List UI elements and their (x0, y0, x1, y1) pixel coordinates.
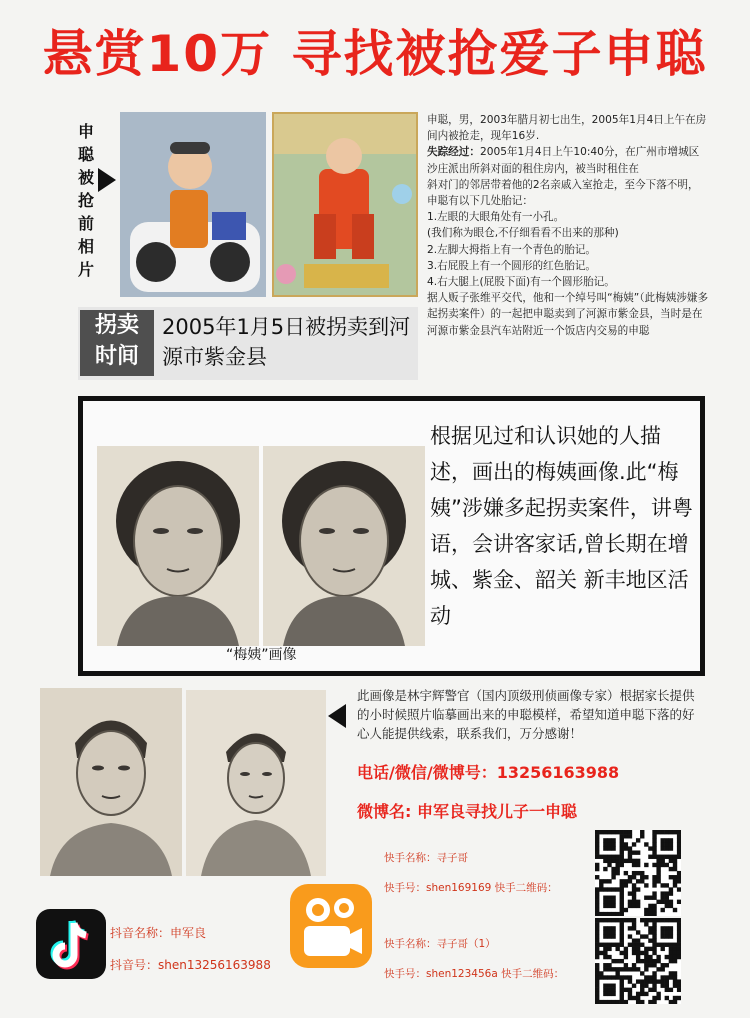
photo-label-char: 抢 (77, 191, 94, 210)
sale-time-label (80, 310, 154, 376)
photo-label (76, 120, 96, 281)
suspect-sketch-1 (97, 446, 259, 646)
kuaishou1-id: 快手号：shen169169 快手二维码： (384, 882, 558, 894)
poster-title: 悬赏10万 寻找被抢爱子申聪 (42, 25, 708, 83)
birthmark-4: 4.右大腿上(屁股下面)有一个圆形胎记。 (427, 276, 615, 289)
case-info (427, 112, 709, 339)
douyin-id: 抖音号：shen13256163988 (110, 958, 271, 972)
trafficker-statement: 据人贩子张维平交代，他和一个绰号叫“梅姨”（此梅姨涉嫌多起拐卖案件）的一起把申聪卖到了河源市紫金县，当时是在河源市紫金县汽车站附近一个饭店内交易的申聪 (427, 292, 709, 337)
childhood-photo-1 (120, 112, 266, 297)
kuaishou2-id: 快手号：shen123456a 快手二维码： (384, 968, 565, 980)
photo-label-char: 申 (77, 122, 94, 141)
arrow-left-icon (328, 704, 346, 728)
kuaishou-logo-icon (290, 884, 372, 968)
sketch-description: 根据见过和认识她的人描述，画出的梅姨画像.此“梅姨”涉嫌多起拐卖案件，讲粤语，会讲客家话,曾长期在增城、紫金、韶关 新丰地区活动 (430, 424, 693, 628)
loss-label: 失踪经过： (427, 146, 480, 159)
loss-paragraph (427, 144, 709, 176)
aged-sketch-1 (40, 688, 182, 876)
sale-time-text: 2005年1月5日被拐卖到河源市紫金县 (162, 315, 411, 369)
sale-label-line1: 拐卖 (94, 313, 139, 338)
loss-continued: 斜对门的邻居带着他的2名亲戚入室抢走，至今下落不明，申聪有以下几处胎记： (427, 178, 699, 208)
douyin-name: 抖音名称：申军良 (110, 926, 207, 940)
photo-label-char: 片 (77, 260, 94, 279)
sale-label-line2: 时间 (94, 344, 139, 369)
birthmark-2: 2.左脚大拇指上有一个青色的胎记。 (427, 243, 597, 256)
weibo-line: 微博名: 申军良寻找儿子一申聪 (357, 802, 577, 821)
photo-label-char: 聪 (77, 145, 94, 164)
photo-label-char: 相 (77, 237, 94, 256)
phone-line: 电话/微信/微博号：13256163988 (357, 763, 620, 782)
kuaishou2-qr-code (595, 918, 681, 1004)
birthmark-1-note: (我们称为眼仓,不仔细看看不出来的那种) (427, 227, 619, 240)
loss-text: 2005年1月4日上午10:40分，在广州市增城区沙庄派出所斜对面的租住房内，被当时租住在 (427, 146, 700, 175)
sketch-note: 此画像是林宇辉警官（国内顶级刑侦画像专家）根据家长提供的小时候照片临摹画出来的申聪模样，希望知道申聪下落的好心人能提供线索，联系我们，万分感谢！ (357, 688, 695, 741)
kuaishou1-qr-code (595, 830, 681, 916)
douyin-logo-icon (36, 909, 106, 979)
birthmark-3: 3.右屁股上有一个圆形的红色胎记。 (427, 259, 597, 272)
childhood-photo-2 (272, 112, 418, 297)
child-intro: 申聪，男，2003年腊月初七出生，2005年1月4日上午在房间内被抢走，现年16岁. (427, 114, 707, 143)
kuaishou2-name: 快手名称：寻子哥（1） (384, 938, 496, 950)
arrow-right-icon (98, 168, 116, 192)
birthmark-1: 1.左眼的大眼角处有一小孔。 (427, 211, 565, 224)
photo-label-char: 前 (77, 214, 94, 233)
kuaishou1-name: 快手名称：寻子哥 (384, 852, 468, 864)
sketch-caption: “梅姨”画像 (226, 647, 297, 663)
suspect-sketch-2 (263, 446, 425, 646)
aged-sketch-2 (186, 690, 326, 876)
photo-label-char: 被 (77, 168, 94, 187)
